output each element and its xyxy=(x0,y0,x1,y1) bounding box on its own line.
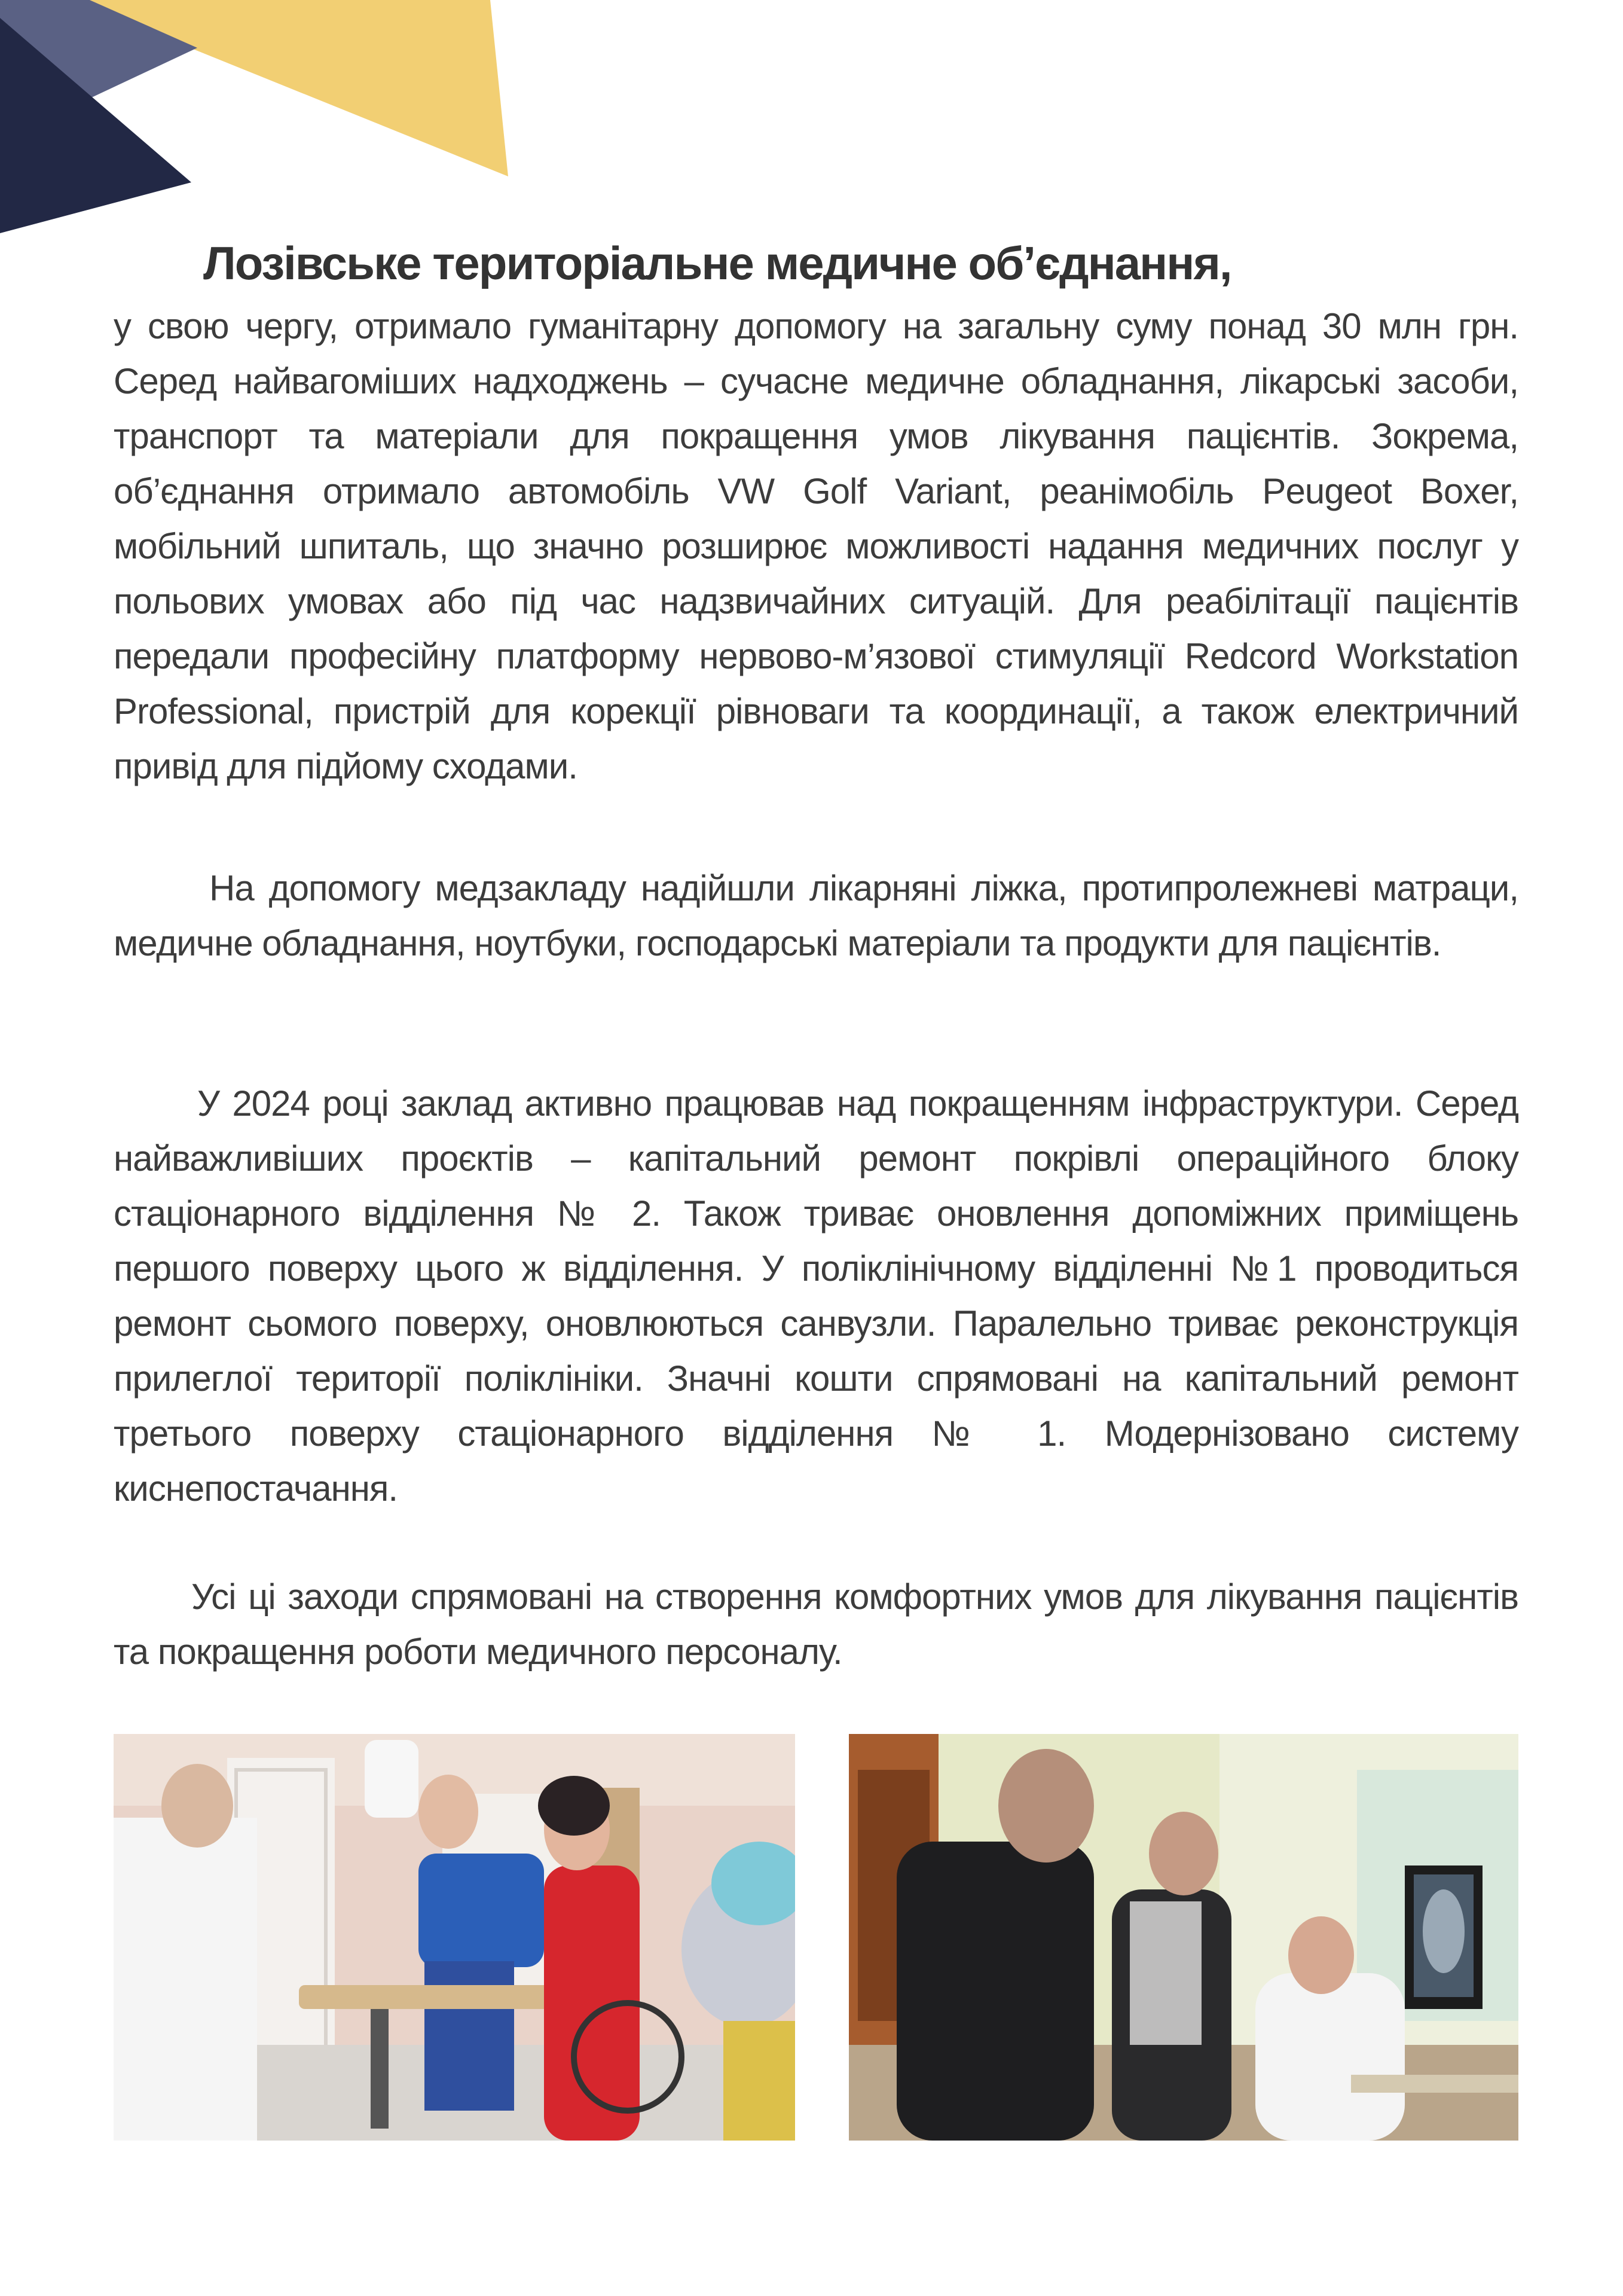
page-title: Лозівське територіальне медичне об’єднання, xyxy=(203,237,1231,289)
paragraph-1: у свою чергу, отримало гуманітарну допомогу на загальну суму понад 30 млн грн. Серед найвагоміших надходжень – сучасне медичне обладнання, лікарські засоби, транспорт та матеріали для покращення умов лікування пацієнтів. Зокрема, об’єднання отримало автомобіль VW Golf Variant, реанімобіль Peugeot Boxer, мобільний шпиталь, що значно розширює можливості надання медичних послуг у польових умовах або під час надзвичайних ситуацій. Для реабілітації пацієнтів передали професійну платформу нервово-м’язової стимуляції Redcord Workstation Professional, пристрій для корекції рівноваги та координації, а також електричний привід для підйому сходами. xyxy=(114,306,1518,786)
paragraph-3: У 2024 році заклад активно працював над покращенням інфраструктури. Серед найважливіших проєктів – капітальний ремонт покрівлі операційного блоку стаціонарного відділення № 2. Також триває оновлення допоміжних приміщень першого поверху цього ж відділення. У поліклінічному відділенні №1 проводиться ремонт сьомого поверху, оновлюються санвузли. Паралельно триває реконструкція прилеглої території поліклініки. Значні кошти спрямовані на капітальний ремонт третього поверху стаціонарного відділення № 1. Модернізовано систему киснепостачання. xyxy=(114,1083,1518,1509)
corner-decoration xyxy=(0,0,538,251)
paragraph-4: Усі ці заходи спрямовані на створення комфортних умов для лікування пацієнтів та покращення роботи медичного персоналу. xyxy=(114,1577,1518,1672)
rehabilitation-photo xyxy=(114,1734,795,2141)
paragraph-2: На допомогу медзакладу надійшли лікарняні ліжка, протипролежневі матраци, медичне обладнання, ноутбуки, господарські матеріали та продукти для пацієнтів. xyxy=(114,868,1518,963)
diagnostic-room-photo xyxy=(849,1734,1518,2141)
